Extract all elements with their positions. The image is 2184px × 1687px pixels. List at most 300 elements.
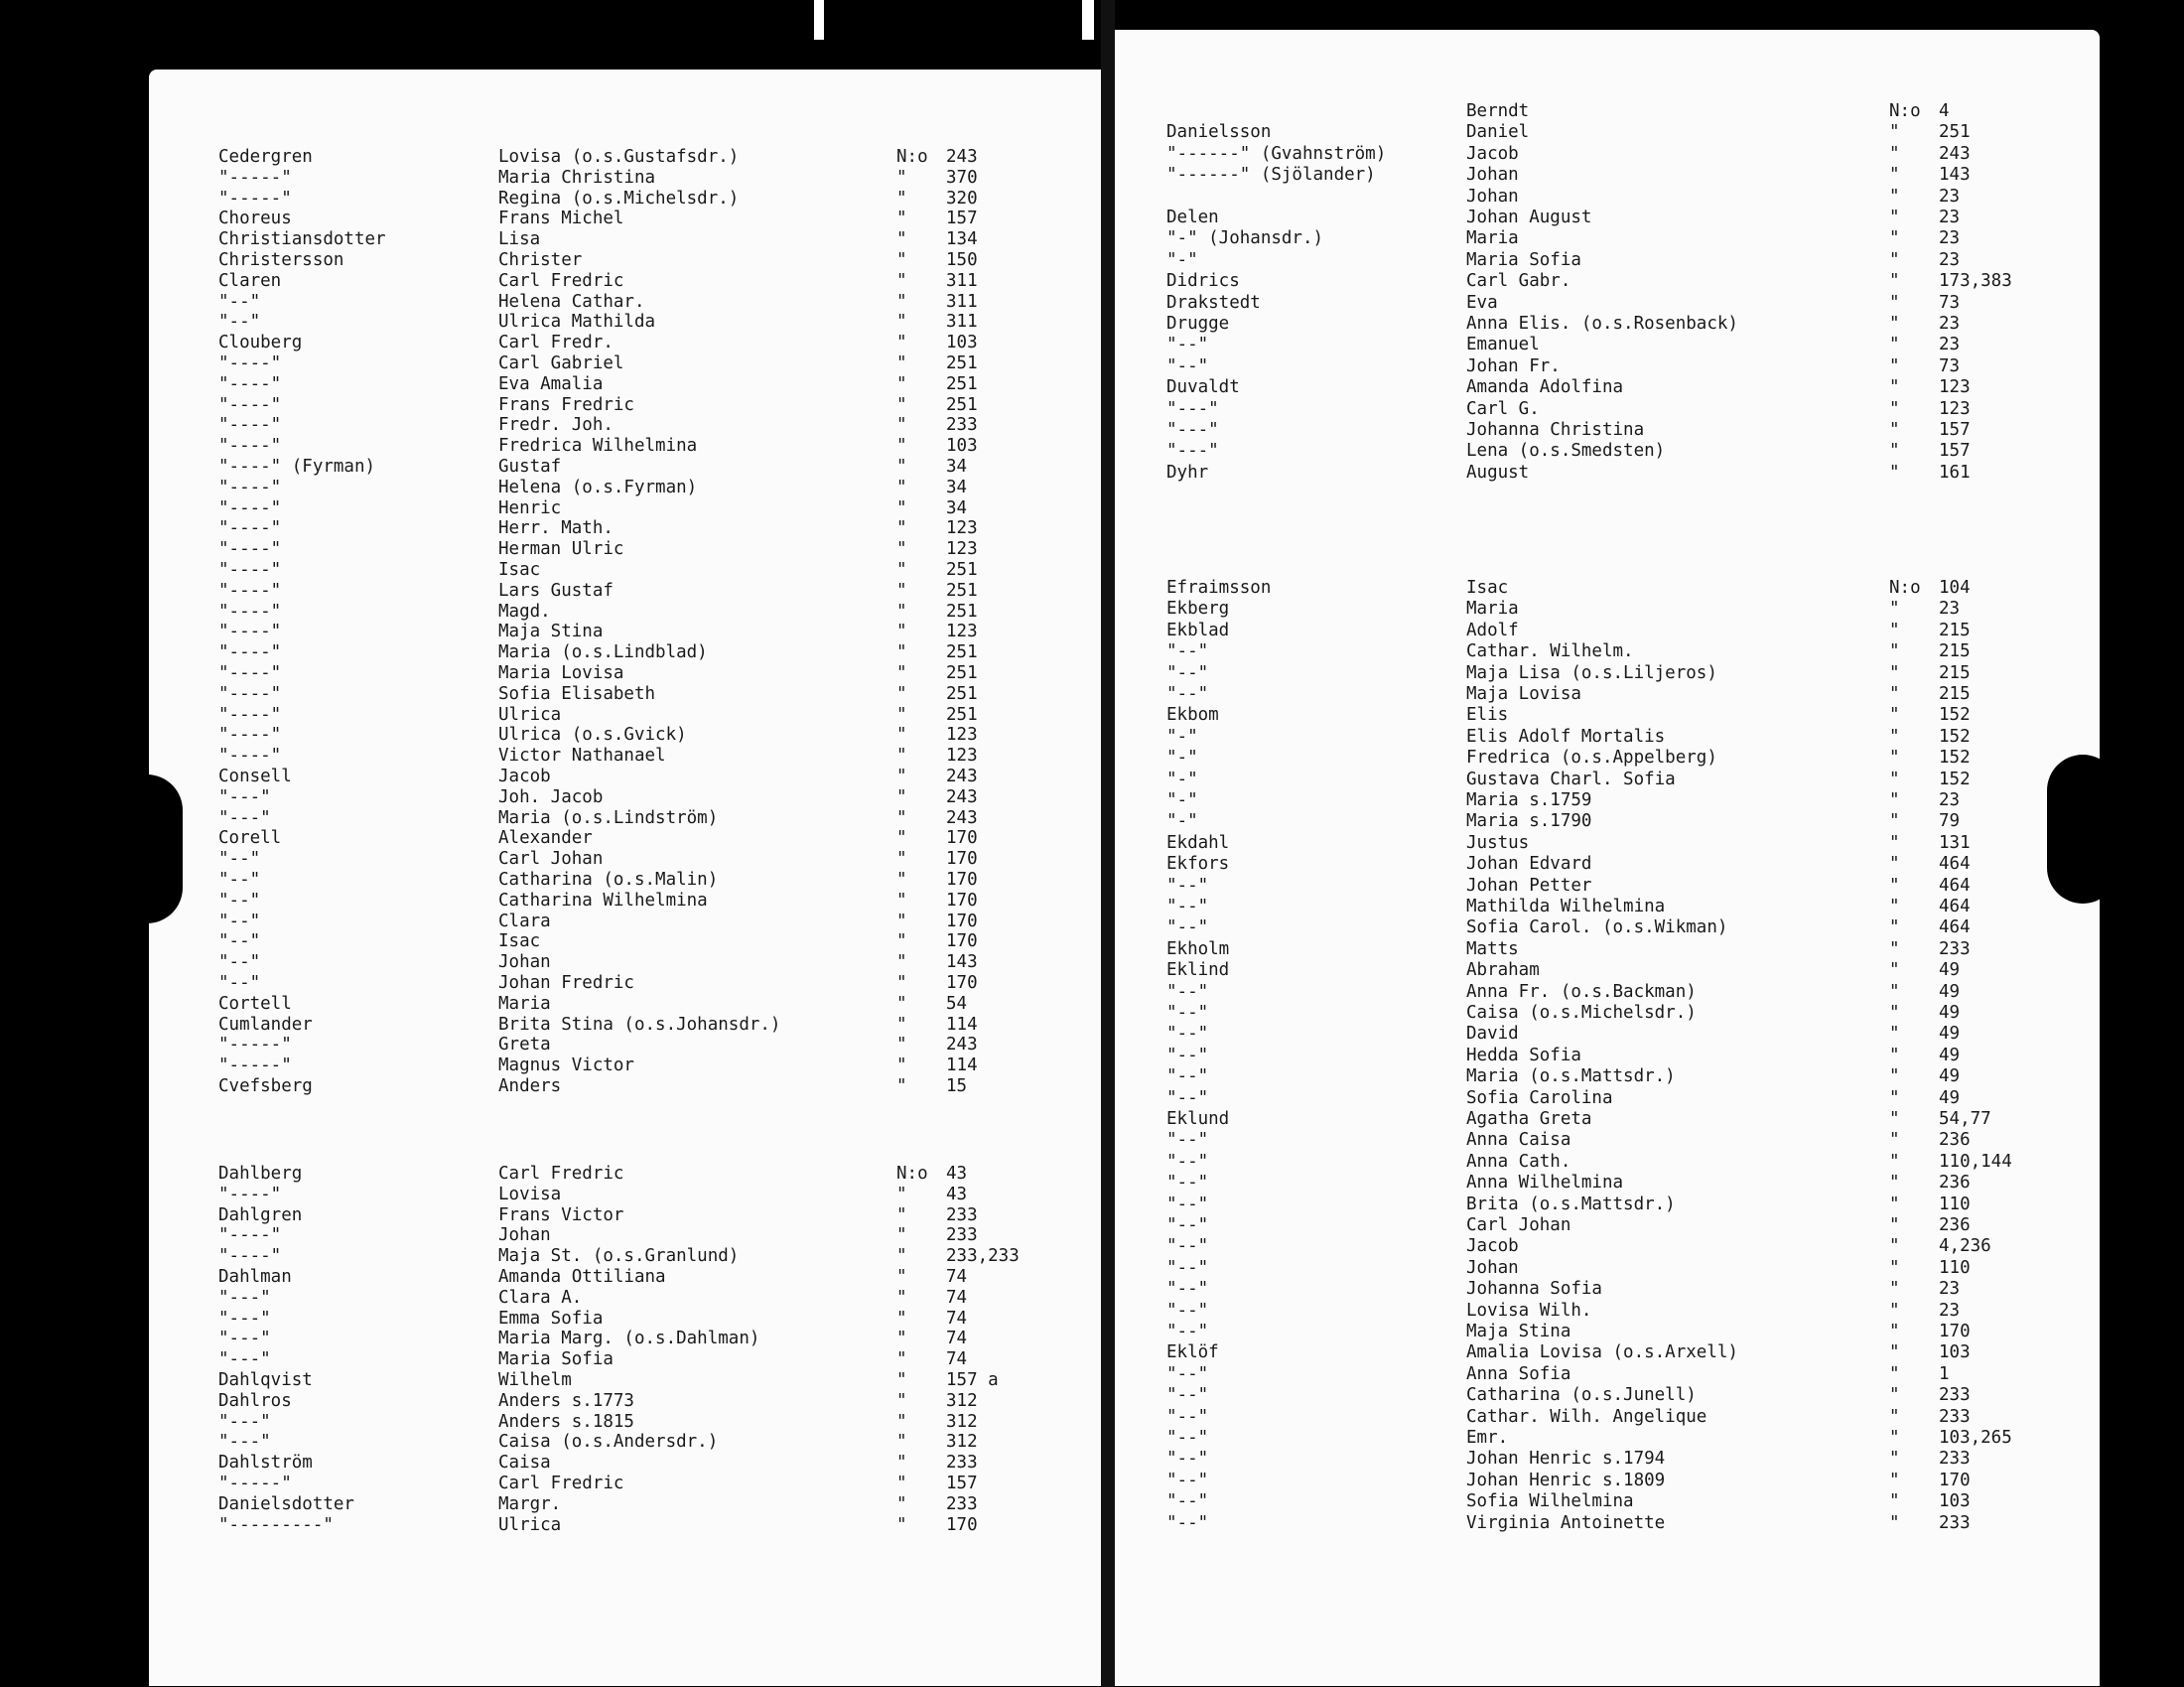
- index-row: [218, 642, 1092, 663]
- given-names: Anna Fr. (o.s.Backman): [1466, 981, 1697, 1002]
- number-mark: ": [1889, 143, 1900, 164]
- surname: Dahlros: [218, 1390, 292, 1411]
- page-number: 215: [1939, 641, 1971, 662]
- surname: "----": [218, 1225, 282, 1246]
- surname: Eklund: [1166, 1109, 1230, 1129]
- number-mark: ": [1889, 1363, 1900, 1384]
- surname: "---": [218, 1287, 271, 1308]
- given-names: Carl Fredric: [498, 270, 624, 291]
- surname: "---": [218, 807, 271, 828]
- number-mark: ": [1889, 1342, 1900, 1363]
- page-number: 170: [1939, 1470, 1971, 1490]
- page-number: 74: [946, 1329, 968, 1349]
- index-row: [218, 746, 1092, 767]
- index-row: [1166, 1513, 2040, 1534]
- index-row: [218, 250, 1092, 271]
- surname: "--": [1166, 1512, 1209, 1533]
- index-row: [218, 1494, 1092, 1515]
- index-row: [218, 1185, 1092, 1205]
- index-row: [218, 828, 1092, 849]
- index-row: [218, 1370, 1092, 1391]
- given-names: Johan: [1466, 1257, 1519, 1278]
- number-mark: ": [1889, 398, 1900, 419]
- number-mark: ": [1889, 620, 1900, 640]
- surname: "--": [1166, 1151, 1209, 1172]
- surname: "--": [218, 849, 261, 870]
- page-number: 312: [946, 1432, 978, 1453]
- given-names: Carl Fredric: [498, 1474, 624, 1493]
- page-number: 103: [1939, 1491, 1971, 1512]
- index-row: [1166, 790, 2040, 811]
- number-mark: ": [1889, 1003, 1900, 1023]
- surname: "-": [1166, 726, 1198, 747]
- page-number: 23: [1939, 790, 1961, 810]
- page-number: 243: [946, 807, 978, 828]
- number-mark: ": [896, 1474, 907, 1493]
- index-row: [1166, 1491, 2040, 1512]
- given-names: Maja St. (o.s.Granlund): [498, 1246, 740, 1267]
- index-row: [1166, 1130, 2040, 1151]
- surname: Dahlström: [218, 1453, 313, 1474]
- given-names: Caisa (o.s.Andersdr.): [498, 1432, 719, 1453]
- number-mark: ": [1889, 641, 1900, 662]
- number-mark: ": [896, 1432, 907, 1453]
- surname: "--": [1166, 1236, 1209, 1257]
- page-number: 74: [946, 1267, 968, 1287]
- index-row: [1166, 1066, 2040, 1087]
- page-number: 236: [1939, 1130, 1971, 1151]
- number-mark: ": [896, 1453, 907, 1474]
- given-names: Johan: [1466, 165, 1519, 186]
- number-mark: ": [1889, 377, 1900, 398]
- surname: "---": [218, 786, 271, 807]
- index-row: [1166, 833, 2040, 854]
- number-mark: ": [1889, 1428, 1900, 1448]
- given-names: Maria s.1759: [1466, 790, 1592, 810]
- number-mark: ": [1889, 854, 1900, 875]
- given-names: Anders: [498, 1076, 562, 1096]
- surname: "--": [1166, 1279, 1209, 1300]
- number-mark: ": [1889, 1215, 1900, 1235]
- page-number: 103: [1939, 1342, 1971, 1363]
- surname: "----": [218, 560, 282, 580]
- given-names: Fredrica Wilhelmina: [498, 436, 698, 457]
- page-number: 157: [946, 1474, 978, 1493]
- page-number: 157: [1939, 441, 1971, 462]
- given-names: Lovisa Wilh.: [1466, 1300, 1592, 1321]
- surname: "--": [218, 870, 261, 890]
- page-number: 243: [946, 147, 978, 167]
- surname: "--": [1166, 1470, 1209, 1490]
- given-names: Joh. Jacob: [498, 786, 604, 807]
- page-number: 23: [1939, 314, 1961, 334]
- given-names: Virginia Antoinette: [1466, 1512, 1666, 1533]
- number-mark: ": [896, 642, 907, 663]
- clip-notch: [2047, 755, 2118, 904]
- surname: "--": [1166, 662, 1209, 683]
- given-names: Isac: [1466, 578, 1509, 598]
- number-mark: ": [896, 828, 907, 849]
- index-row: [1166, 250, 2040, 271]
- index-row: [1166, 1152, 2040, 1173]
- index-row: [1166, 1109, 2040, 1130]
- number-mark: ": [1889, 1087, 1900, 1108]
- surname: "--": [1166, 1385, 1209, 1406]
- surname: "----": [218, 663, 282, 683]
- page-number: 73: [1939, 292, 1961, 313]
- page-number: 110: [1939, 1257, 1971, 1278]
- page-number: 23: [1939, 208, 1961, 227]
- surname: Choreus: [218, 209, 292, 229]
- index-row: [1166, 578, 2040, 599]
- page-number: 23: [1939, 228, 1961, 249]
- surname: "--": [1166, 1406, 1209, 1427]
- page-number: 215: [1939, 684, 1971, 704]
- given-names: Johanna Sofia: [1466, 1279, 1602, 1300]
- page-number: 215: [1939, 620, 1971, 640]
- index-row: [1166, 854, 2040, 875]
- given-names: Ulrica: [498, 1514, 562, 1535]
- index-row: [218, 870, 1092, 891]
- number-mark: ": [896, 1014, 907, 1035]
- number-mark: ": [1889, 186, 1900, 207]
- surname: "----": [218, 725, 282, 746]
- surname: Christersson: [218, 250, 344, 270]
- number-mark: ": [1889, 726, 1900, 747]
- page-number: 103: [946, 436, 978, 457]
- index-row: [1166, 1364, 2040, 1385]
- index-row: [1166, 982, 2040, 1003]
- page-number: 311: [946, 270, 978, 291]
- index-row: [218, 539, 1092, 560]
- given-names: Jacob: [498, 767, 551, 786]
- page-number: 170: [946, 973, 978, 993]
- page-number: 73: [1939, 355, 1961, 376]
- surname: "-" (Johansdr.): [1166, 228, 1324, 249]
- number-mark: ": [896, 663, 907, 683]
- surname: "---": [1166, 441, 1219, 462]
- given-names: Helena Cathar.: [498, 291, 645, 312]
- surname: "----": [218, 1246, 282, 1267]
- index-row: [218, 292, 1092, 313]
- page-number: 251: [946, 373, 978, 394]
- surname: "--": [1166, 1300, 1209, 1321]
- index-row: [1166, 293, 2040, 314]
- given-names: Anna Wilhelmina: [1466, 1173, 1624, 1194]
- page-number: 152: [1939, 769, 1971, 789]
- page-number: 54,77: [1939, 1109, 1991, 1129]
- number-mark: ": [1889, 1173, 1900, 1194]
- page-number: 170: [946, 1514, 978, 1535]
- index-row: [218, 457, 1092, 478]
- page-number: 251: [946, 704, 978, 725]
- page-number: 233: [1939, 938, 1971, 959]
- page-number: 251: [946, 683, 978, 704]
- index-row: [1166, 420, 2040, 441]
- given-names: Herr. Math.: [498, 518, 614, 539]
- surname: Cedergren: [218, 147, 313, 167]
- given-names: Johan Petter: [1466, 875, 1592, 896]
- number-mark: ": [896, 931, 907, 952]
- given-names: Maria Lovisa: [498, 663, 624, 683]
- index-row: [1166, 897, 2040, 917]
- index-row: [218, 189, 1092, 210]
- number-mark: ": [896, 849, 907, 870]
- number-mark: ": [1889, 228, 1900, 249]
- index-row: [218, 374, 1092, 395]
- surname: "----": [218, 1184, 282, 1204]
- given-names: Christer: [498, 250, 583, 270]
- page-number: 464: [1939, 897, 1971, 916]
- given-names: Magd.: [498, 601, 551, 622]
- index-row: [218, 1055, 1092, 1076]
- surname: "--": [218, 931, 261, 952]
- surname: "--": [1166, 1194, 1209, 1214]
- surname: "--": [1166, 981, 1209, 1002]
- given-names: Ulrica Mathilda: [498, 312, 656, 333]
- surname: "----": [218, 746, 282, 767]
- given-names: Sofia Carolina: [1466, 1087, 1613, 1108]
- given-names: Johan Henric s.1794: [1466, 1449, 1666, 1470]
- surname: "----" (Fyrman): [218, 457, 376, 477]
- index-row: [218, 229, 1092, 250]
- given-names: Matts: [1466, 938, 1519, 959]
- number-mark: ": [896, 807, 907, 828]
- surname: "--": [1166, 1215, 1209, 1235]
- given-names: Alexander: [498, 828, 593, 849]
- page-number: 311: [946, 291, 978, 312]
- given-names: Anna Cath.: [1466, 1151, 1571, 1172]
- surname: Dahlqvist: [218, 1370, 313, 1390]
- given-names: Elis Adolf Mortalis: [1466, 726, 1666, 747]
- surname: "--": [218, 973, 261, 993]
- index-row: [218, 602, 1092, 623]
- index-row: [218, 1309, 1092, 1330]
- index-row: [1166, 122, 2040, 143]
- number-mark: ": [896, 580, 907, 601]
- surname: Ekbom: [1166, 705, 1219, 726]
- number-mark: ": [1889, 1322, 1900, 1341]
- page-number: 123: [946, 746, 978, 767]
- given-names: Ulrica: [498, 704, 562, 725]
- given-names: Ulrica (o.s.Gvick): [498, 725, 687, 746]
- page-number: 123: [946, 622, 978, 642]
- page-number: 170: [946, 828, 978, 849]
- index-row: [218, 684, 1092, 705]
- surname: Ekdahl: [1166, 832, 1230, 853]
- number-mark: ": [1889, 705, 1900, 726]
- page-number: 370: [946, 167, 978, 188]
- index-row: [218, 353, 1092, 374]
- page-number: 49: [1939, 1066, 1961, 1087]
- given-names: Amanda Adolfina: [1466, 377, 1624, 398]
- surname: Danielsdotter: [218, 1493, 354, 1514]
- page-number: 150: [946, 250, 978, 270]
- given-names: Maria: [1466, 228, 1519, 249]
- surname: "----": [218, 539, 282, 560]
- surname: "--": [1166, 1428, 1209, 1448]
- surname: Cvefsberg: [218, 1076, 313, 1096]
- number-mark: ": [896, 870, 907, 890]
- index-row: [1166, 939, 2040, 960]
- page-number: 143: [1939, 165, 1971, 186]
- index-row: [1166, 377, 2040, 398]
- number-mark: ": [1889, 1066, 1900, 1087]
- index-row: [218, 705, 1092, 726]
- page-number: 103,265: [1939, 1428, 2012, 1448]
- index-row: [1166, 1236, 2040, 1257]
- page-number: 215: [1939, 662, 1971, 683]
- number-mark: ": [1889, 1024, 1900, 1045]
- index-row: [218, 1349, 1092, 1370]
- index-row: [1166, 1301, 2040, 1322]
- page-number: 312: [946, 1411, 978, 1432]
- page-number: 152: [1939, 726, 1971, 747]
- given-names: Frans Victor: [498, 1204, 624, 1225]
- page-number: 79: [1939, 811, 1961, 832]
- surname: "--": [1166, 1130, 1209, 1151]
- page-number: 157 a: [946, 1370, 999, 1390]
- index-row: [1166, 165, 2040, 186]
- number-mark: ": [1889, 790, 1900, 810]
- given-names: Agatha Greta: [1466, 1109, 1592, 1129]
- index-row: [218, 1412, 1092, 1433]
- index-row: [218, 849, 1092, 870]
- given-names: Johan: [498, 1225, 551, 1246]
- page-number: 233: [946, 1493, 978, 1514]
- page-number: 49: [1939, 981, 1961, 1002]
- index-row: [218, 333, 1092, 353]
- index-row: [1166, 917, 2040, 938]
- given-names: Maja Stina: [1466, 1322, 1571, 1341]
- given-names: Maja Lisa (o.s.Liljeros): [1466, 662, 1717, 683]
- surname: "--": [1166, 1449, 1209, 1470]
- number-mark: ": [896, 312, 907, 333]
- index-row: [218, 891, 1092, 912]
- surname: "----": [218, 477, 282, 497]
- given-names: Greta: [498, 1035, 551, 1055]
- surname: "--": [1166, 1491, 1209, 1512]
- surname: Eklöf: [1166, 1342, 1219, 1363]
- number-mark: ": [1889, 122, 1900, 143]
- index-row: [1166, 748, 2040, 769]
- number-mark: ": [1889, 165, 1900, 186]
- index-row: [1166, 1003, 2040, 1024]
- number-mark: ": [896, 1204, 907, 1225]
- number-mark: ": [1889, 875, 1900, 896]
- index-row: [1166, 1173, 2040, 1194]
- page-number: 251: [946, 560, 978, 580]
- index-row: [218, 436, 1092, 457]
- given-names: Frans Michel: [498, 209, 624, 229]
- given-names: Catharina (o.s.Malin): [498, 870, 719, 890]
- index-row: [218, 415, 1092, 436]
- number-mark: ": [896, 1493, 907, 1514]
- index-row: [1166, 314, 2040, 335]
- number-mark: ": [896, 746, 907, 767]
- page-number: 233: [1939, 1449, 1971, 1470]
- number-mark: ": [896, 1055, 907, 1076]
- number-mark: ": [896, 270, 907, 291]
- number-mark: ": [896, 1287, 907, 1308]
- surname: Cortell: [218, 993, 292, 1014]
- surname: "----": [218, 601, 282, 622]
- number-mark: ": [896, 291, 907, 312]
- index-row: [1166, 1024, 2040, 1045]
- given-names: Lena (o.s.Smedsten): [1466, 441, 1666, 462]
- index-row: [218, 518, 1092, 539]
- number-mark: ": [1889, 897, 1900, 916]
- page-number: 312: [946, 1390, 978, 1411]
- index-row: [1166, 356, 2040, 377]
- number-mark: ": [896, 1370, 907, 1390]
- given-names: Cathar. Wilh. Angelique: [1466, 1406, 1707, 1427]
- given-names: Carl Gabriel: [498, 353, 624, 373]
- surname: Ekholm: [1166, 938, 1230, 959]
- index-row: [218, 622, 1092, 642]
- number-mark: ": [896, 167, 907, 188]
- given-names: Clara A.: [498, 1287, 583, 1308]
- page-number: 49: [1939, 1087, 1961, 1108]
- given-names: Herman Ulric: [498, 539, 624, 560]
- page-number: 170: [946, 849, 978, 870]
- index-row: [218, 973, 1092, 994]
- index-row: [218, 663, 1092, 684]
- number-mark: ": [1889, 599, 1900, 620]
- surname: "---": [1166, 420, 1219, 440]
- surname: "---": [218, 1349, 271, 1370]
- surname: "--": [218, 312, 261, 333]
- page-number: 233: [1939, 1512, 1971, 1533]
- surname: "-": [1166, 748, 1198, 769]
- given-names: Carl G.: [1466, 398, 1540, 419]
- index-row: [1166, 1407, 2040, 1428]
- surname: Cumlander: [218, 1014, 313, 1035]
- given-names: Regina (o.s.Michelsdr.): [498, 188, 740, 209]
- number-mark: ": [896, 415, 907, 436]
- surname: Dahlberg: [218, 1164, 303, 1184]
- index-row: [1166, 1385, 2040, 1406]
- index-row: [1166, 811, 2040, 832]
- given-names: Eva: [1466, 292, 1498, 313]
- given-names: Hedda Sofia: [1466, 1045, 1581, 1065]
- page-number: 243: [946, 1035, 978, 1055]
- number-mark: N:o: [1889, 101, 1921, 121]
- number-mark: ": [1889, 335, 1900, 355]
- index-row: [1166, 770, 2040, 790]
- page-number: 170: [1939, 1322, 1971, 1341]
- number-mark: ": [896, 725, 907, 746]
- number-mark: ": [1889, 1236, 1900, 1257]
- index-row: [218, 994, 1092, 1015]
- page-number: 34: [946, 497, 968, 518]
- given-names: Catharina Wilhelmina: [498, 890, 708, 911]
- given-names: Anna Caisa: [1466, 1130, 1571, 1151]
- index-row: [218, 1035, 1092, 1055]
- surname: "--": [1166, 1066, 1209, 1087]
- number-mark: ": [1889, 1279, 1900, 1300]
- given-names: Fredr. Joh.: [498, 415, 614, 436]
- surname: "----": [218, 373, 282, 394]
- given-names: Catharina (o.s.Junell): [1466, 1385, 1697, 1406]
- number-mark: ": [1889, 748, 1900, 769]
- number-mark: ": [896, 373, 907, 394]
- surname: "--": [1166, 875, 1209, 896]
- number-mark: ": [896, 1411, 907, 1432]
- surname: Christiansdotter: [218, 229, 386, 250]
- index-row: [218, 1164, 1092, 1185]
- number-mark: ": [1889, 1151, 1900, 1172]
